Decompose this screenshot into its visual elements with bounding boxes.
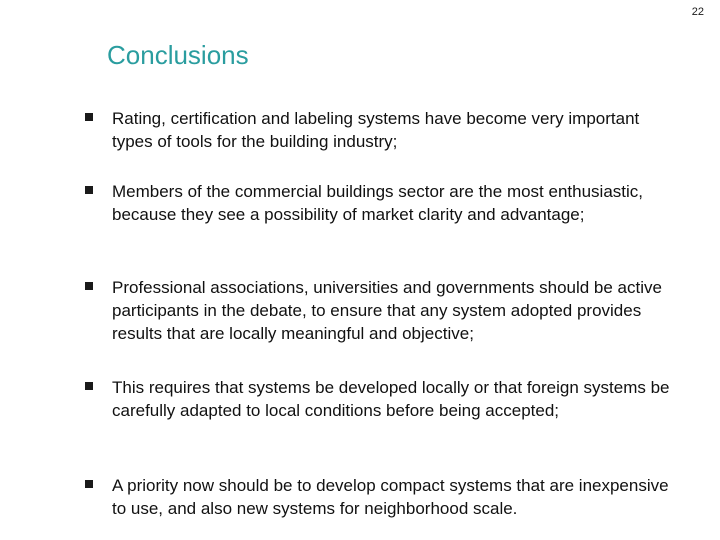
square-bullet-icon bbox=[85, 113, 93, 121]
slide-title: Conclusions bbox=[107, 40, 249, 70]
bullet-text: Professional associations, universities and governments should be active participants in the debate, to ensure that any system adopted provides results that are locally meaningful and objective; bbox=[112, 278, 662, 343]
square-bullet-icon bbox=[85, 480, 93, 488]
square-bullet-icon bbox=[85, 186, 93, 194]
bullet-text: Rating, certification and labeling systems have become very important types of tools for the building industry; bbox=[112, 109, 640, 151]
bullet-text: This requires that systems be developed locally or that foreign systems be carefully adapted to local conditions before being accepted; bbox=[112, 378, 670, 420]
square-bullet-icon bbox=[85, 282, 93, 290]
square-bullet-icon bbox=[85, 382, 93, 390]
bullet-text: A priority now should be to develop compact systems that are inexpensive to use, and also new systems for neighborhood scale. bbox=[112, 476, 669, 518]
page-number: 22 bbox=[691, 6, 704, 18]
bullet-text: Members of the commercial buildings sector are the most enthusiastic, because they see a possibility of market clarity and advantage; bbox=[112, 182, 644, 224]
